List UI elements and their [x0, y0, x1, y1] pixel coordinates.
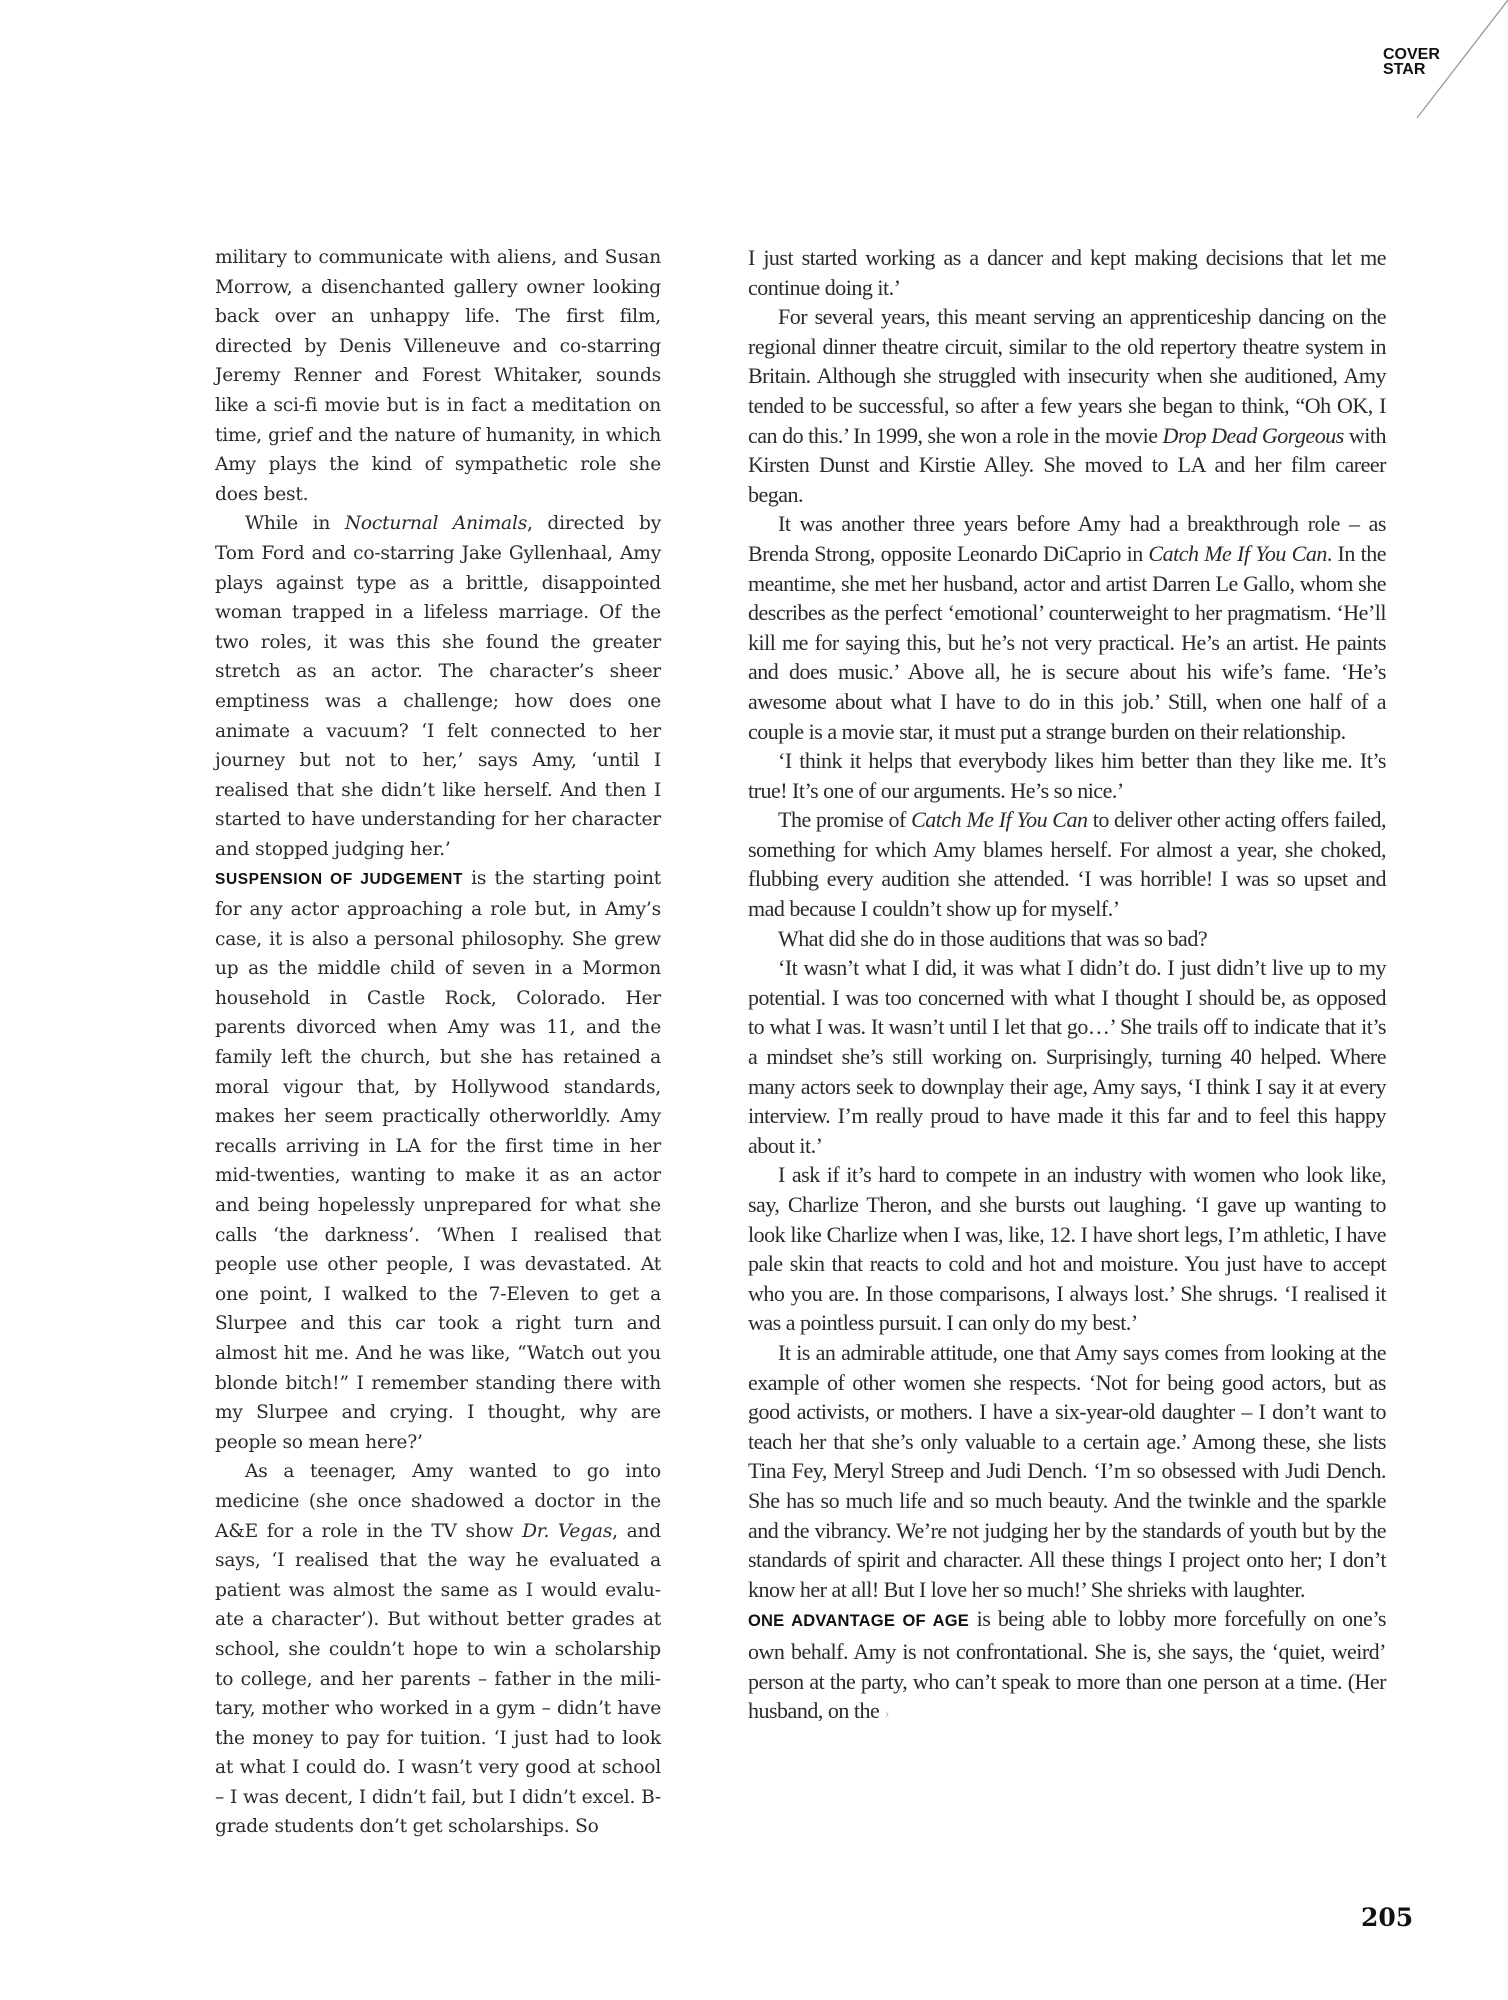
- paragraph: What did she do in those auditions that was so bad?: [778, 925, 1208, 951]
- film-title: Catch Me If You Can: [1148, 540, 1327, 566]
- film-title: Nocturnal Animals: [344, 513, 528, 535]
- film-title: Catch Me If You Can: [911, 807, 1088, 833]
- paragraph: For several years, this meant serving an apprenticeship dancing on the regional dinner theatre circuit, similar to the old repertory theatre system in Britain. Although she struggled with insecurity when she auditioned, Amy tended to be successful, so after a few years she began to think, “Oh OK, I can do this.’ In 1999, she won a role in the movie Drop Dead Gorgeous with Kirsten Dunst and Kirstie Alley. She moved to LA and her film career began.: [748, 304, 1386, 507]
- section-lead-in: ONE ADVANTAGE OF AGE: [748, 1612, 969, 1631]
- section-lead-in: SUSPENSION OF JUDGEMENT: [215, 871, 463, 889]
- paragraph: The promise of Catch Me If You Can to deliver other acting offers failed, something for which Amy blames herself. For almost a year, she choked, flubbing every audition she attended. ‘I was horrible! I was so upset and mad because I couldn’t show up for myself.’: [748, 807, 1386, 922]
- paragraph: It was another three years before Amy had a breakthrough role – as Brenda Strong, opposite Leonardo DiCaprio in Catch Me If You Can. In the meantime, she met her husband, actor and artist Darren Le Gallo, whom she describes as the perfect ‘emotional’ counterweight to her pragmatism. ‘He’ll kill me for saying this, but he’s not very practical. He’s an artist. He paints and does music.’ Above all, he is secure about his wife’s fame. ‘He’s awesome about what I have to do in this job.’ Still, when one half of a couple is a movie star, it must put a strange burden on their relationship.: [748, 511, 1386, 744]
- paragraph: ‘I think it helps that everybody likes him better than they like me. It’s true! It’s one of our arguments. He’s so nice.’: [748, 748, 1386, 803]
- film-title: Drop Dead Gorgeous: [1162, 422, 1344, 448]
- paragraph: It is an admirable attitude, one that Amy says comes from looking at the example of other women she respects. ‘Not for being good actors, but as good activists, or mothers. I have a six-year-old daughter – I don’t want to teach her that she’s only valuable to a certain age.’ Among these, she lists Tina Fey, Meryl Streep and Judi Dench. ‘I’m so obsessed with Judi Dench. She has so much life and so much beauty. And the twinkle and the sparkle and the vibrancy. We’re not judging her by the standards of youth but by the standards of spirit and character. All these things I project onto her; I don’t know her at all! But I love her so much!’ She shrieks with laughter.: [748, 1339, 1386, 1602]
- section-tag-line1: COVER: [1383, 46, 1440, 63]
- page-number: 205: [1361, 1903, 1414, 1932]
- paragraph: SUSPENSION OF JUDGEMENT is the starting point for any actor approaching a role but, in Amy’s case, it is also a personal philosophy. She grew up as the middle child of seven in a Mormon household in Castle Rock, Colorado. Her parents divorced when Amy was 11, and the family left the church, but she has retained a moral vigour that, by Hollywood standards, makes her seem practically otherworldly. Amy recalls arriving in LA for the first time in her mid-twenties, wanting to make it as an actor and being hopelessly unprepared for what she calls ‘the darkness’. ‘When I realised that people use other people, I was devastated. At one point, I walked to the 7-Eleven to get a Slurpee and this car took a right turn and almost hit me. And he was like, “Watch out you blonde bitch!” I remember standing there with my Slurpee and crying. I thought, why are people so mean here?’: [215, 868, 661, 1453]
- section-tag-line2: STAR: [1383, 61, 1426, 78]
- paragraph: ONE ADVANTAGE OF AGE is being able to lobby more forcefully on one’s own behalf. Amy is not confrontational. She is, she says, the ‘quiet, weird’ person at the party, who can’t speak to more than one person at a time. (Her husband, on the ›: [748, 1606, 1386, 1724]
- paragraph: I just started working as a dancer and kept making decisions that let me continue doing it.’: [748, 245, 1386, 300]
- paragraph: As a teenager, Amy wanted to go into medicine (she once shadowed a doctor in the A&E for a role in the TV show Dr. Vegas, and says, ‘I realised that the way he evaluated a patient was almost the same as I would evaluate a character’). But without better grades at school, she couldn’t hope to win a scholarship to college, and her parents – father in the military, mother who worked in a gym – didn’t have the money to pay for tuition. ‘I just had to look at what I could do. I wasn’t very good at school – I was decent, I didn’t fail, but I didn’t excel. B-grade students don’t get scholarships. So: [215, 1461, 661, 1838]
- decorative-slash-line: [1415, 0, 1508, 120]
- paragraph: While in Nocturnal Animals, directed by Tom Ford and co-starring Jake Gyllenhaal, Amy plays against type as a brittle, disappointed woman trapped in a lifeless marriage. Of the two roles, it was this she found the greater stretch as an actor. The character’s sheer emptiness was a challenge; how does one animate a vacuum? ‘I felt connected to her journey but not to her,’ says Amy, ‘until I realised that she didn’t like herself. And then I started to have understanding for her character and stopped judging her.’: [215, 513, 661, 860]
- article-column-left: [215, 243, 661, 1842]
- paragraph: ‘It wasn’t what I did, it was what I didn’t do. I just didn’t live up to my potential. I was too concerned with what I thought I should be, as opposed to what I was. It wasn’t until I let that go…’ She trails off to indicate that it’s a mindset she’s still working on. Surprisingly, turning 40 helped. Where many actors seek to downplay their age, Amy says, ‘I think I say it at every interview. I’m really proud to have made it this far and to feel this happy about it.’: [748, 955, 1386, 1158]
- paragraph: I ask if it’s hard to compete in an industry with women who look like, say, Charlize Theron, and she bursts out laughing. ‘I gave up wanting to look like Charlize when I was, like, 12. I have short legs, I’m athletic, I have pale skin that reacts to cold and hot and moisture. You just have to accept who you are. In those comparisons, I always lost.’ She shrugs. ‘I realised it was a pointless pursuit. I can only do my best.’: [748, 1162, 1386, 1336]
- paragraph: military to communicate with aliens, and Susan Morrow, a disenchanted gallery owner looking back over an unhappy life. The first film, directed by Denis Villeneuve and co-starring Jeremy Renner and Forest Whitaker, sounds like a sci-fi movie but is in fact a meditation on time, grief and the nature of humanity, in which Amy plays the kind of sympathetic role she does best.: [215, 247, 661, 505]
- show-title: Dr. Vegas: [522, 1520, 613, 1542]
- continue-arrow-icon: ›: [884, 1705, 890, 1723]
- article-column-right: [748, 243, 1386, 1729]
